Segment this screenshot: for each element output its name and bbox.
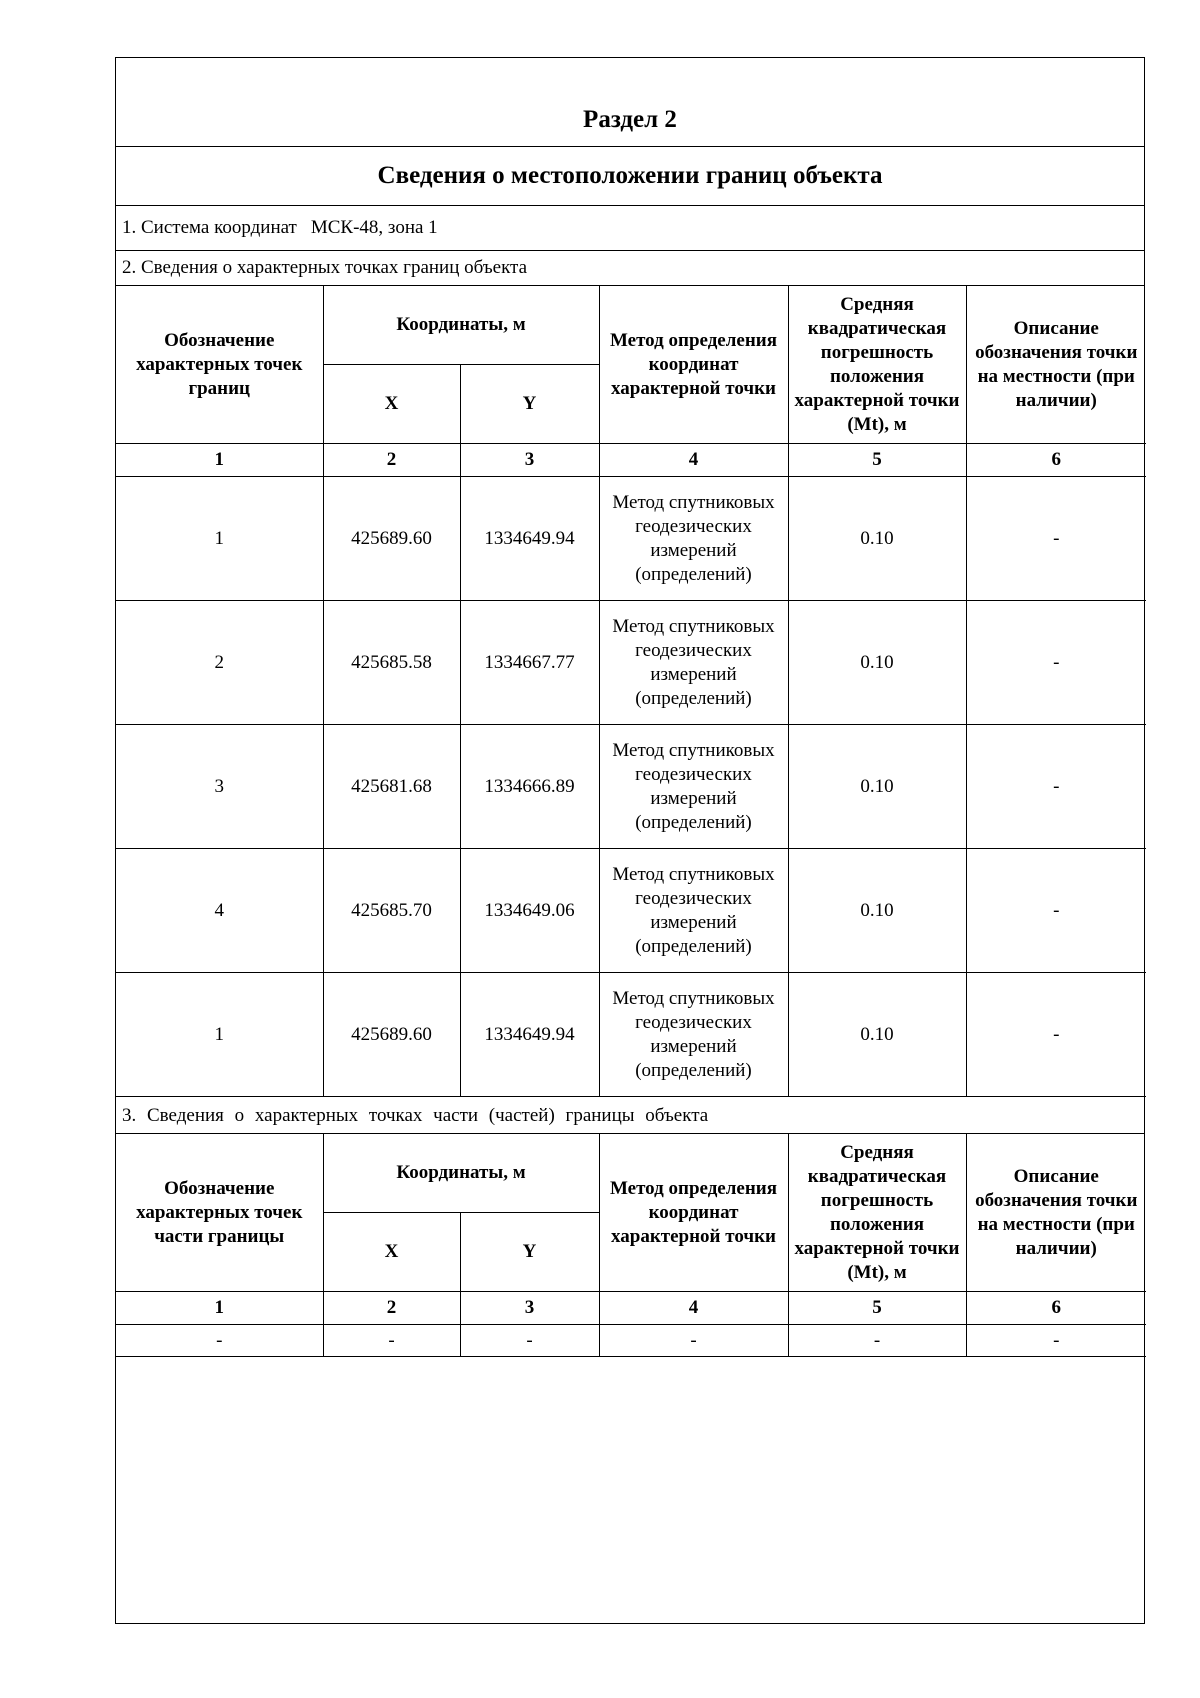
coordinate-system-line (116, 206, 1144, 251)
description-cell: - (966, 849, 1146, 973)
description-cell: - (966, 725, 1146, 849)
column-number: 4 (599, 444, 788, 477)
column-number: 6 (966, 1292, 1146, 1325)
error-cell: 0.10 (788, 725, 966, 849)
description-cell: - (966, 601, 1146, 725)
point-cell: 4 (116, 849, 323, 973)
column-number: 2 (323, 1292, 460, 1325)
column-number: 5 (788, 444, 966, 477)
part-boundary-points-table (116, 1134, 1146, 1357)
table-row (116, 973, 1146, 1097)
point-cell: 1 (116, 477, 323, 601)
method-cell: Метод спутниковых геодезических измерений (определений) (599, 477, 788, 601)
header-method: Метод определения координат характерной точки (599, 286, 788, 444)
header-designation: Обозначение характерных точек границ (116, 286, 323, 444)
section-title (116, 58, 1144, 147)
error-cell: - (788, 1325, 966, 1357)
header-description: Описание обозначения точки на местности (при наличии) (966, 286, 1146, 444)
error-cell: 0.10 (788, 849, 966, 973)
table-row (116, 1325, 1146, 1357)
header-method: Метод определения координат характерной точки (599, 1134, 788, 1292)
table-row (116, 849, 1146, 973)
column-number: 4 (599, 1292, 788, 1325)
x-cell: 425689.60 (323, 973, 460, 1097)
header-coordinates: Координаты, м (323, 1134, 599, 1213)
table2-caption (116, 1099, 1144, 1134)
document-title-text: Сведения о местоположении границ объекта (377, 162, 883, 189)
column-number: 5 (788, 1292, 966, 1325)
header-designation: Обозначение характерных точек части границы (116, 1134, 323, 1292)
boundary-points-table (116, 286, 1146, 1097)
y-cell: 1334649.94 (460, 973, 599, 1097)
x-cell: 425685.58 (323, 601, 460, 725)
header-y: Y (460, 365, 599, 444)
header-error: Средняя квадратическая погрешность положения характерной точки (Mt), м (788, 286, 966, 444)
table1-caption-text: 2. Сведения о характерных точках границ объекта (122, 257, 528, 278)
x-cell: - (323, 1325, 460, 1357)
column-number: 1 (116, 444, 323, 477)
point-cell: 2 (116, 601, 323, 725)
document-frame (115, 57, 1145, 1624)
method-cell: Метод спутниковых геодезических измерений (определений) (599, 849, 788, 973)
column-number: 3 (460, 444, 599, 477)
y-cell: 1334649.06 (460, 849, 599, 973)
coordinate-system-label: 1. Система координат (122, 217, 297, 238)
column-number: 6 (966, 444, 1146, 477)
header-y: Y (460, 1213, 599, 1292)
column-numbers-row (116, 444, 1146, 477)
description-cell: - (966, 1325, 1146, 1357)
table2-caption-text: 3. Сведения о характерных точках части (частей) границы объекта (122, 1105, 709, 1126)
point-cell: 1 (116, 973, 323, 1097)
error-cell: 0.10 (788, 973, 966, 1097)
column-number: 1 (116, 1292, 323, 1325)
description-cell: - (966, 973, 1146, 1097)
point-cell: 3 (116, 725, 323, 849)
column-number: 2 (323, 444, 460, 477)
column-number: 3 (460, 1292, 599, 1325)
description-cell: - (966, 477, 1146, 601)
y-cell: 1334666.89 (460, 725, 599, 849)
header-error: Средняя квадратическая погрешность положения характерной точки (Mt), м (788, 1134, 966, 1292)
y-cell: - (460, 1325, 599, 1357)
x-cell: 425689.60 (323, 477, 460, 601)
table-row (116, 725, 1146, 849)
method-cell: Метод спутниковых геодезических измерений (определений) (599, 973, 788, 1097)
section-title-text: Раздел 2 (583, 106, 677, 133)
header-description: Описание обозначения точки на местности (при наличии) (966, 1134, 1146, 1292)
point-cell: - (116, 1325, 323, 1357)
header-coordinates: Координаты, м (323, 286, 599, 365)
y-cell: 1334667.77 (460, 601, 599, 725)
document-title (116, 147, 1144, 206)
table1-caption (116, 251, 1144, 286)
coordinate-system-value: МСК-48, зона 1 (310, 217, 438, 238)
error-cell: 0.10 (788, 601, 966, 725)
method-cell: Метод спутниковых геодезических измерений (определений) (599, 601, 788, 725)
table-row (116, 601, 1146, 725)
header-x: X (323, 365, 460, 444)
header-x: X (323, 1213, 460, 1292)
method-cell: - (599, 1325, 788, 1357)
x-cell: 425685.70 (323, 849, 460, 973)
error-cell: 0.10 (788, 477, 966, 601)
table-row (116, 477, 1146, 601)
x-cell: 425681.68 (323, 725, 460, 849)
y-cell: 1334649.94 (460, 477, 599, 601)
method-cell: Метод спутниковых геодезических измерений (определений) (599, 725, 788, 849)
column-numbers-row (116, 1292, 1146, 1325)
